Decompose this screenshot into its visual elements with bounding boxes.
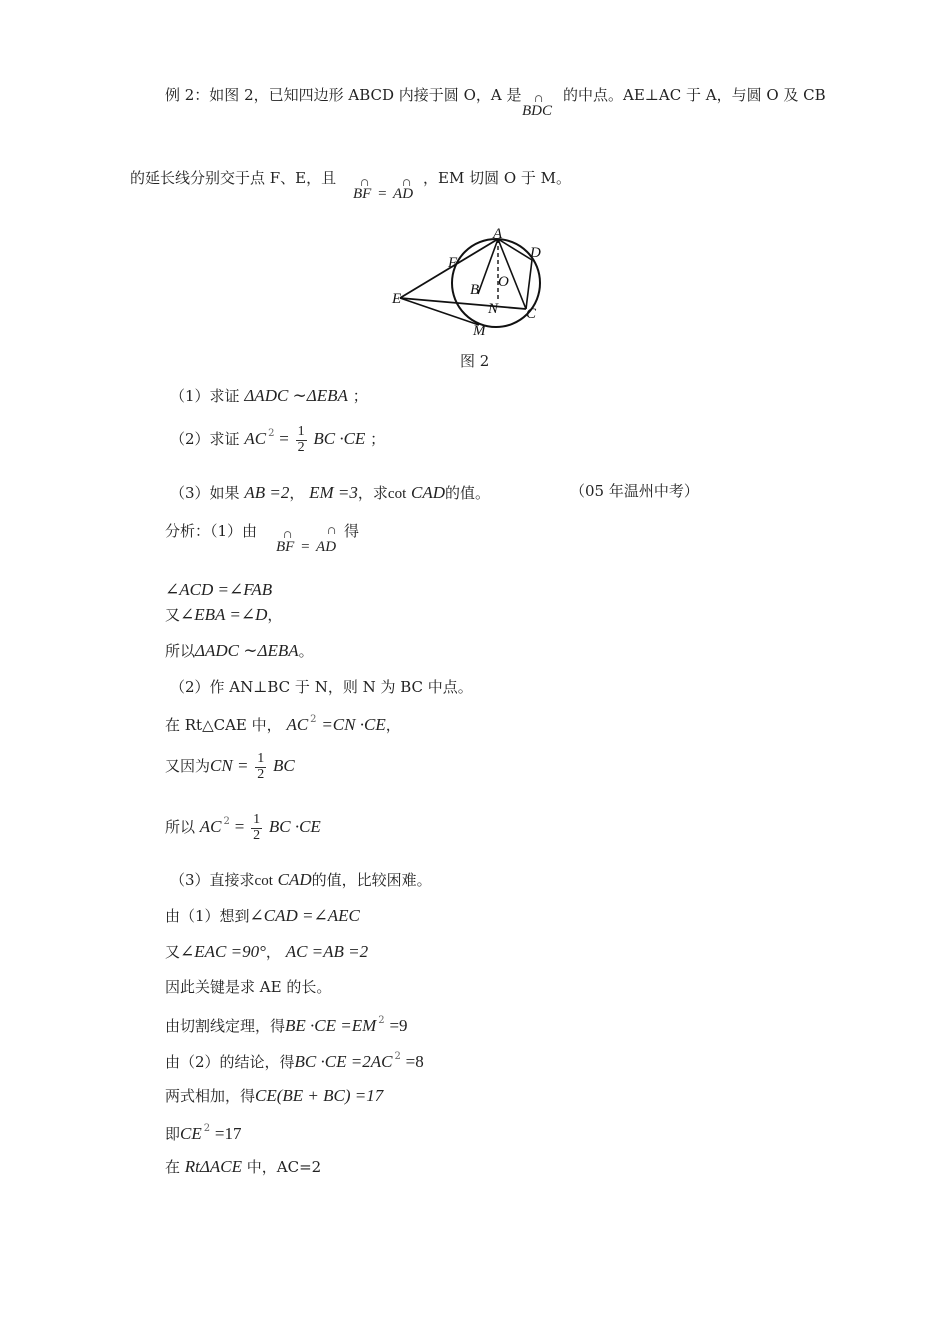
analysis-line-13: 由（2）的结论，得BC ·CE =2AC $^2$ =8 <box>165 1051 424 1071</box>
line-dc <box>526 260 532 309</box>
analysis-line-4: （2）作 AN⊥BC 于 N，则 N 为 BC 中点。 <box>170 678 473 696</box>
label-m: M <box>473 323 486 339</box>
analysis-line-8: （3）直接求cot CAD的值，比较困难。 <box>170 870 432 889</box>
analysis-line-16: 在 RtΔACE 中，AC=2 <box>165 1157 322 1176</box>
analysis-line-10: 又∠EAC =90°， AC =AB =2 <box>165 942 369 961</box>
label-d: D <box>530 245 541 261</box>
fraction-half: $\frac{1}{2}$ <box>253 812 261 843</box>
line-ad <box>498 239 532 260</box>
line-ec <box>400 298 526 309</box>
analysis-line-0: 分析：（1）由 <box>165 522 258 540</box>
analysis-line-2: 又∠EBA =∠D， <box>165 605 283 624</box>
figure-caption: 图 2 <box>460 352 490 370</box>
question-2: （2）求证 AC $^2$ = $\frac{1}{2}$ BC ·CE ； <box>170 424 386 455</box>
fraction-half: $\frac{1}{2}$ <box>297 424 305 455</box>
arc-symbol: ∩ <box>402 176 412 189</box>
label-e: E <box>392 291 402 307</box>
fraction-half: $\frac{1}{2}$ <box>257 751 265 782</box>
label-a: A <box>493 226 503 242</box>
geometry-figure <box>380 222 560 342</box>
intro-line-1 <box>165 88 521 103</box>
label-b: B <box>470 282 480 298</box>
analysis-line-11: 因此关键是求 AE 的长。 <box>165 978 332 996</box>
analysis-line-0-end: 得 <box>344 522 360 540</box>
analysis-line-5: 在 Rt△CAE 中， AC $^2$ =CN ·CE， <box>165 714 401 734</box>
analysis-line-1: ∠ACD =∠FAB <box>165 580 273 599</box>
analysis-line-15: 即CE $^2$ =17 <box>165 1123 242 1143</box>
label-c: C <box>526 306 537 322</box>
arc-symbol: ∩ <box>283 528 293 541</box>
intro-text: 例 2：如图 2，已知四边形 ABCD 内接于圆 O，A 是 <box>165 86 522 104</box>
arc-symbol: ∩ <box>534 92 544 105</box>
line-ab <box>478 239 498 294</box>
analysis-line-9: 由（1）想到∠CAD =∠AEC <box>165 906 360 925</box>
arc-bdc: BDC <box>522 103 552 119</box>
analysis-line-12: 由切割线定理，得BE ·CE =EM $^2$ =9 <box>165 1015 408 1035</box>
analysis-line-6: 又因为CN = $\frac{1}{2}$ BC <box>165 751 295 782</box>
label-f: F <box>448 255 458 271</box>
analysis-line-7: 所以 AC $^2$ = $\frac{1}{2}$ BC ·CE <box>165 812 321 843</box>
arc-symbol: ∩ <box>360 176 370 189</box>
analysis-line-14: 两式相加，得CE(BE + BC) =17 <box>165 1086 384 1105</box>
intro-text-end: 的中点。AE⊥AC 于 A，与圆 O 及 CB <box>563 86 826 104</box>
question-source: （05 年温州中考） <box>570 482 699 500</box>
question-3: （3）如果 AB =2， EM =3，求cot CAD的值。 <box>170 483 491 502</box>
analysis-line-3: 所以ΔADC ∼ΔEBA。 <box>165 641 314 660</box>
question-1: （1）求证 ΔADC ∼ΔEBA ； <box>170 386 368 405</box>
label-o: O <box>498 274 509 290</box>
analysis-arc-eq: BF = AD <box>276 539 337 555</box>
intro-line-2: 的延长线分别交于点 F、E，且 <box>130 169 337 187</box>
intro-line-2-end: ，EM 切圆 O 于 M。 <box>423 169 572 187</box>
arc-symbol: ∩ <box>327 524 337 537</box>
label-n: N <box>488 301 499 317</box>
arc-bf-eq-ad: BF = AD <box>353 186 414 202</box>
